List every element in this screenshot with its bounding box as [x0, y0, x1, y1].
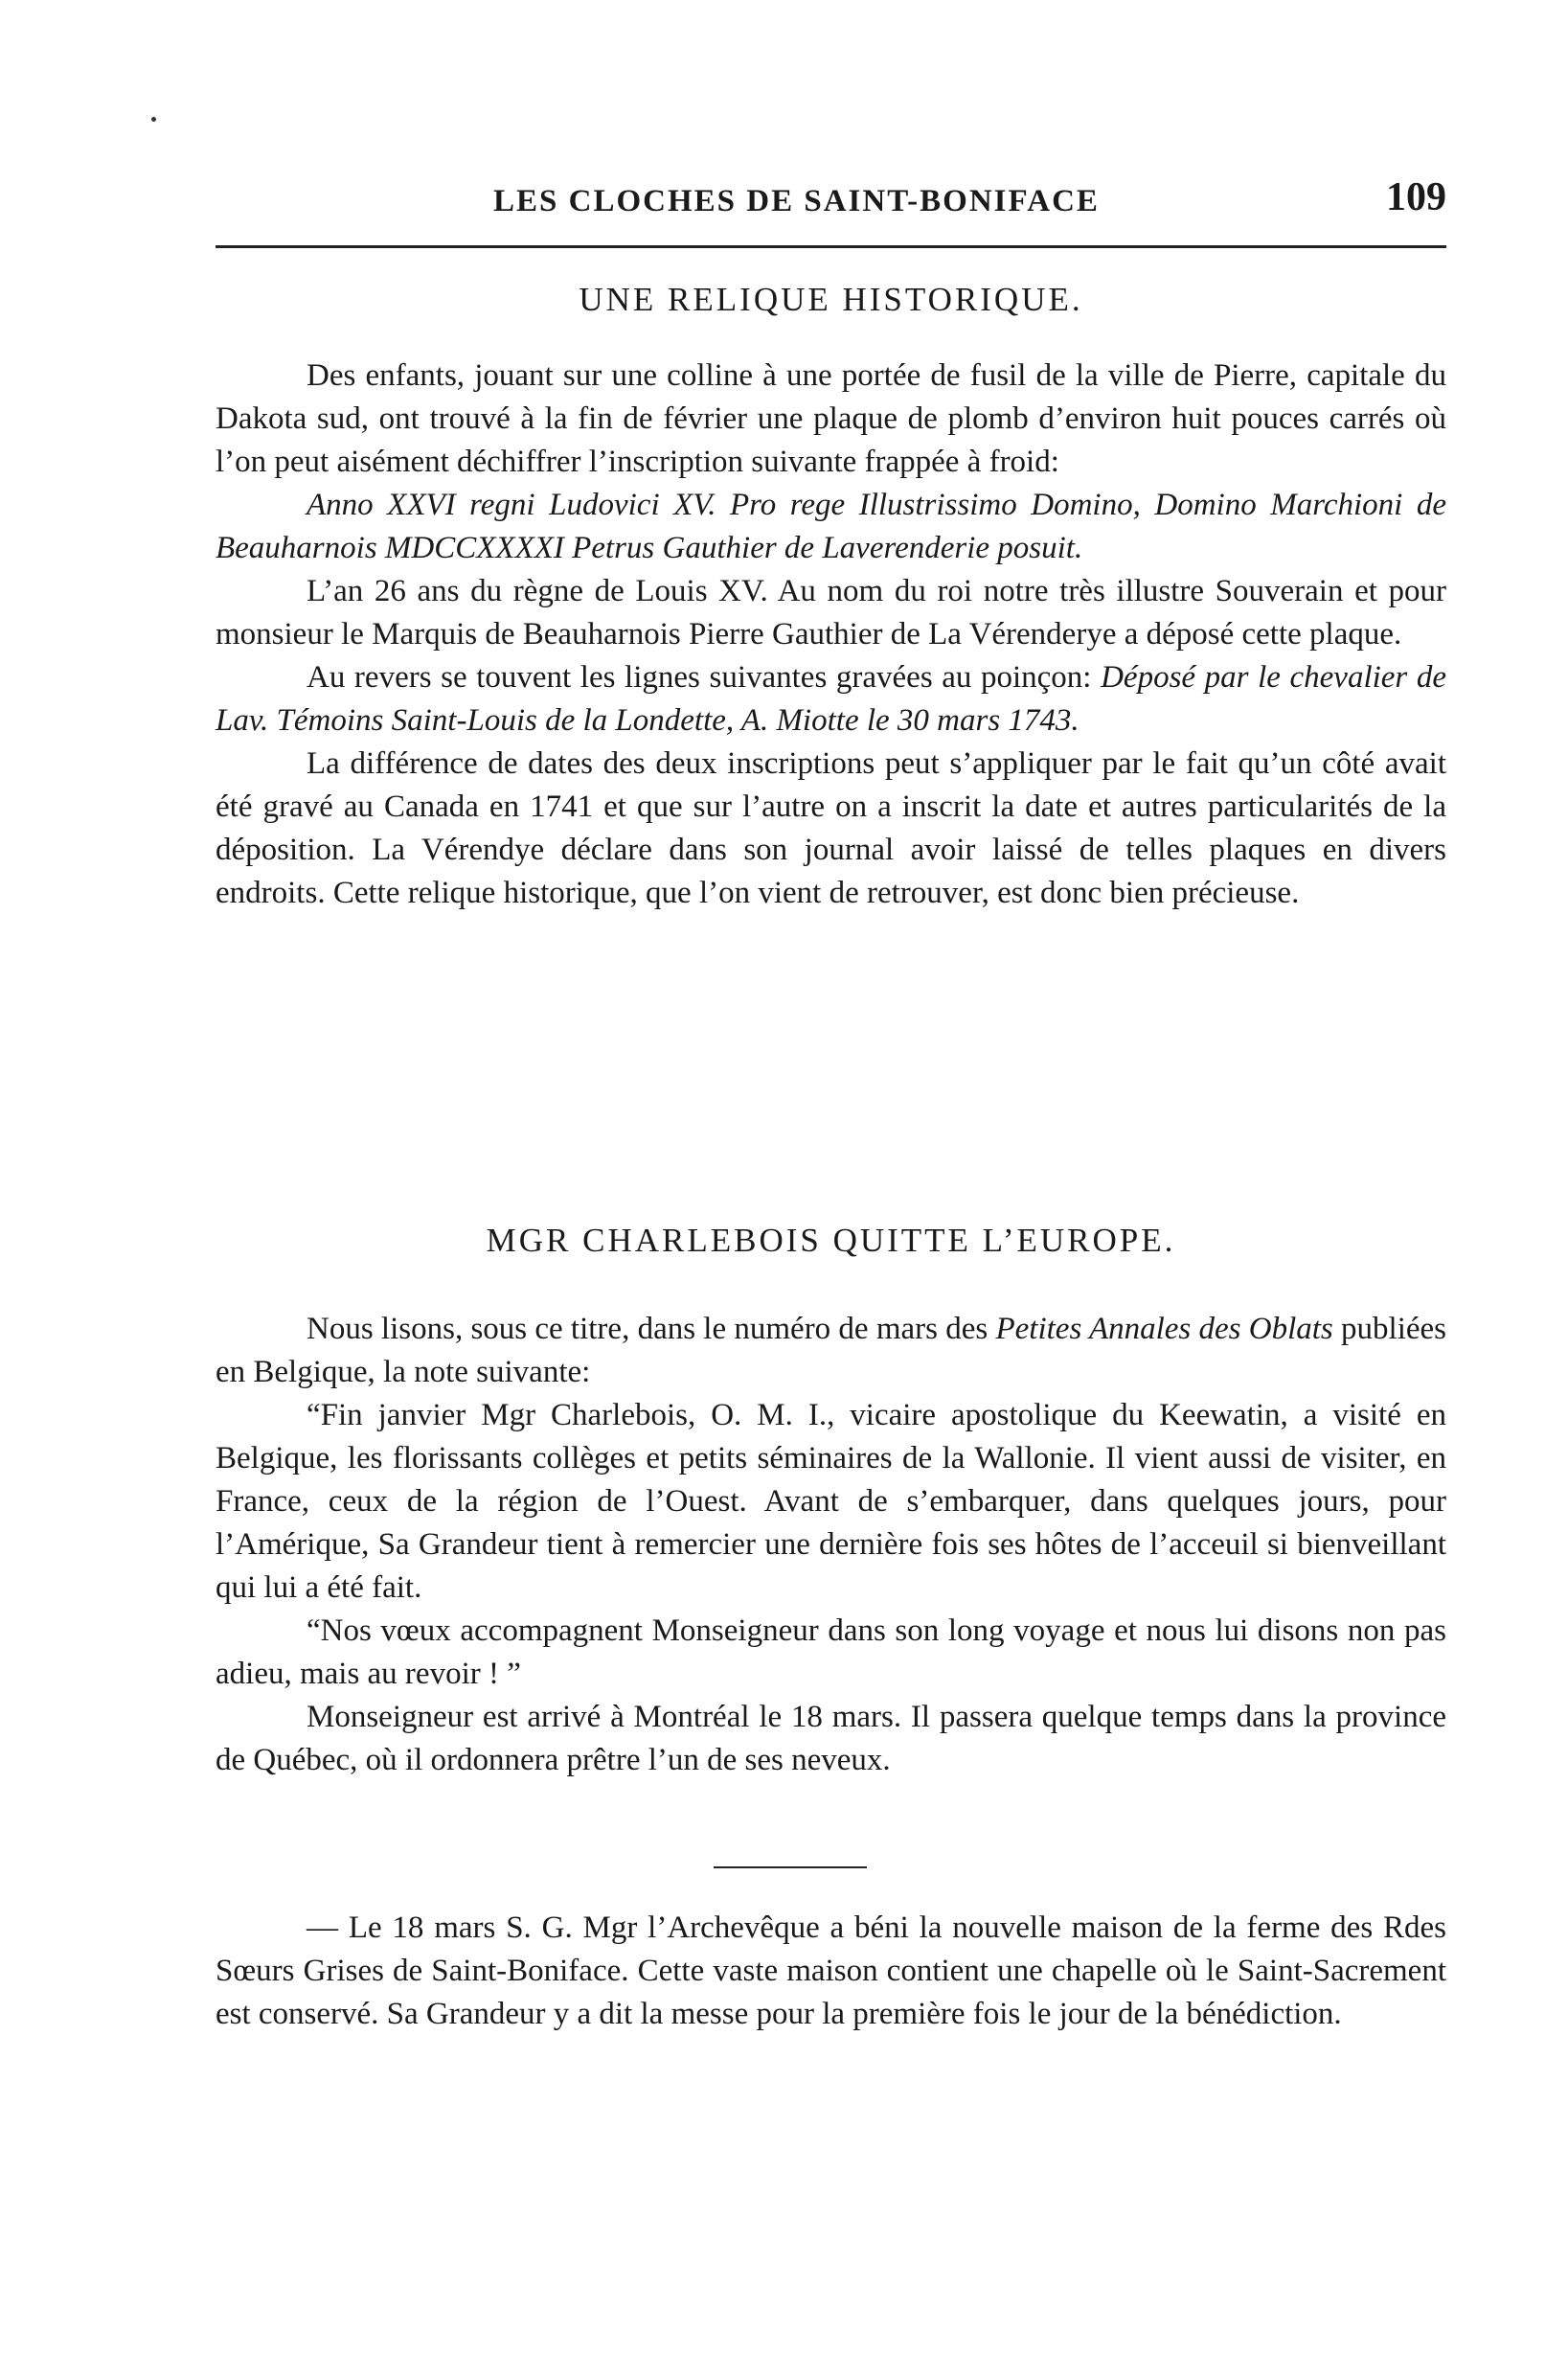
section-title-relique: UNE RELIQUE HISTORIQUE. — [579, 281, 1083, 318]
paragraph: — Le 18 mars S. G. Mgr l’Archevêque a béni la nouvelle maison de la ferme des Rdes Sœurs Grises de Saint-Boniface. Cette vaste maison contient une chapelle où le Saint-Sacrement est conservé. Sa Grandeur y a dit la messe pour la première fois le jour de la bénédiction. — [216, 1910, 1446, 2031]
paragraph-text: Au revers se touvent les lignes suivantes gravées au poinçon: — [307, 660, 1092, 695]
section-note-body — [216, 1907, 1446, 2036]
page-number: 109 — [1386, 175, 1446, 219]
running-title: LES CLOCHES DE SAINT-BONIFACE — [493, 184, 1100, 218]
paragraph — [216, 1308, 1446, 1394]
paragraph: Monseigneur est arrivé à Montréal le 18 mars. Il passera quelque temps dans la province de Québec, où il ordonnera prêtre l’un de ses neveux. — [216, 1700, 1446, 1777]
header-rule — [216, 245, 1446, 248]
section-relique-body — [216, 355, 1446, 915]
quotation: “Fin janvier Mgr Charlebois, O. M. I., vicaire apostolique du Keewatin, a visité en Belgique, les florissants collèges et petits séminaires de la Wallonie. Il vient aussi de visiter, en France, ceux de la région de l’Ouest. Avant de s’embarquer, dans quelques jours, pour l’Amérique, Sa Grandeur tient à remercier une dernière fois ses hôtes de l’acceuil si bienveillant qui lui a été fait. — [216, 1398, 1446, 1605]
paragraph-text: Nous lisons, sous ce titre, dans le numéro de mars des — [307, 1312, 989, 1346]
specks — [151, 117, 156, 122]
paragraph: L’an 26 ans du règne de Louis XV. Au nom du roi notre très illustre Souverain et pour monsieur le Marquis de Beauharnois Pierre Gauthier de La Vérenderye a déposé cette plaque. — [216, 574, 1446, 652]
paragraph: Des enfants, jouant sur une colline à une portée de fusil de la ville de Pierre, capitale du Dakota sud, ont trouvé à la fin de février une plaque de plomb d’environ huit pouces carrés où l’on peut aisément déchiffrer l’inscription suivante frappée à froid: — [216, 358, 1446, 479]
quotation: “Nos vœux accompagnent Monseigneur dans son long voyage et nous lui disons non pas adieu, mais au revoir ! ” — [216, 1613, 1446, 1691]
section-title-charlebois: MGR CHARLEBOIS QUITTE L’EUROPE. — [486, 1222, 1176, 1259]
paragraph — [216, 656, 1446, 743]
italic-inscription: Déposé par le chevalier de Lav. Témoins Saint-Louis de la Londette, A. Miotte le 30 mars 1743. — [216, 660, 1447, 738]
paragraph: La différence de dates des deux inscriptions peut s’appliquer par le fait qu’un côté avait été gravé au Canada en 1741 et que sur l’autre on a inscrit la date et autres particularités de la déposition. La Vérendye déclare dans son journal avoir laissé de telles plaques en divers endroits. Cette relique historique, que l’on vient de retrouver, est donc bien précieuse. — [216, 746, 1446, 910]
section-divider — [714, 1866, 867, 1868]
running-header — [216, 174, 1446, 222]
paragraph-text: publiées en Belgique, la note suivante: — [216, 1312, 1447, 1389]
latin-inscription: Anno XXVI regni Ludovici XV. Pro rege Illustrissimo Domino, Domino Marchioni de Beauharnois MDCCXXXXI Petrus Gauthier de Laverenderie posuit. — [216, 488, 1446, 565]
section-charlebois-body — [216, 1308, 1446, 1782]
publication-title: Petites Annales des Oblats — [995, 1312, 1333, 1346]
